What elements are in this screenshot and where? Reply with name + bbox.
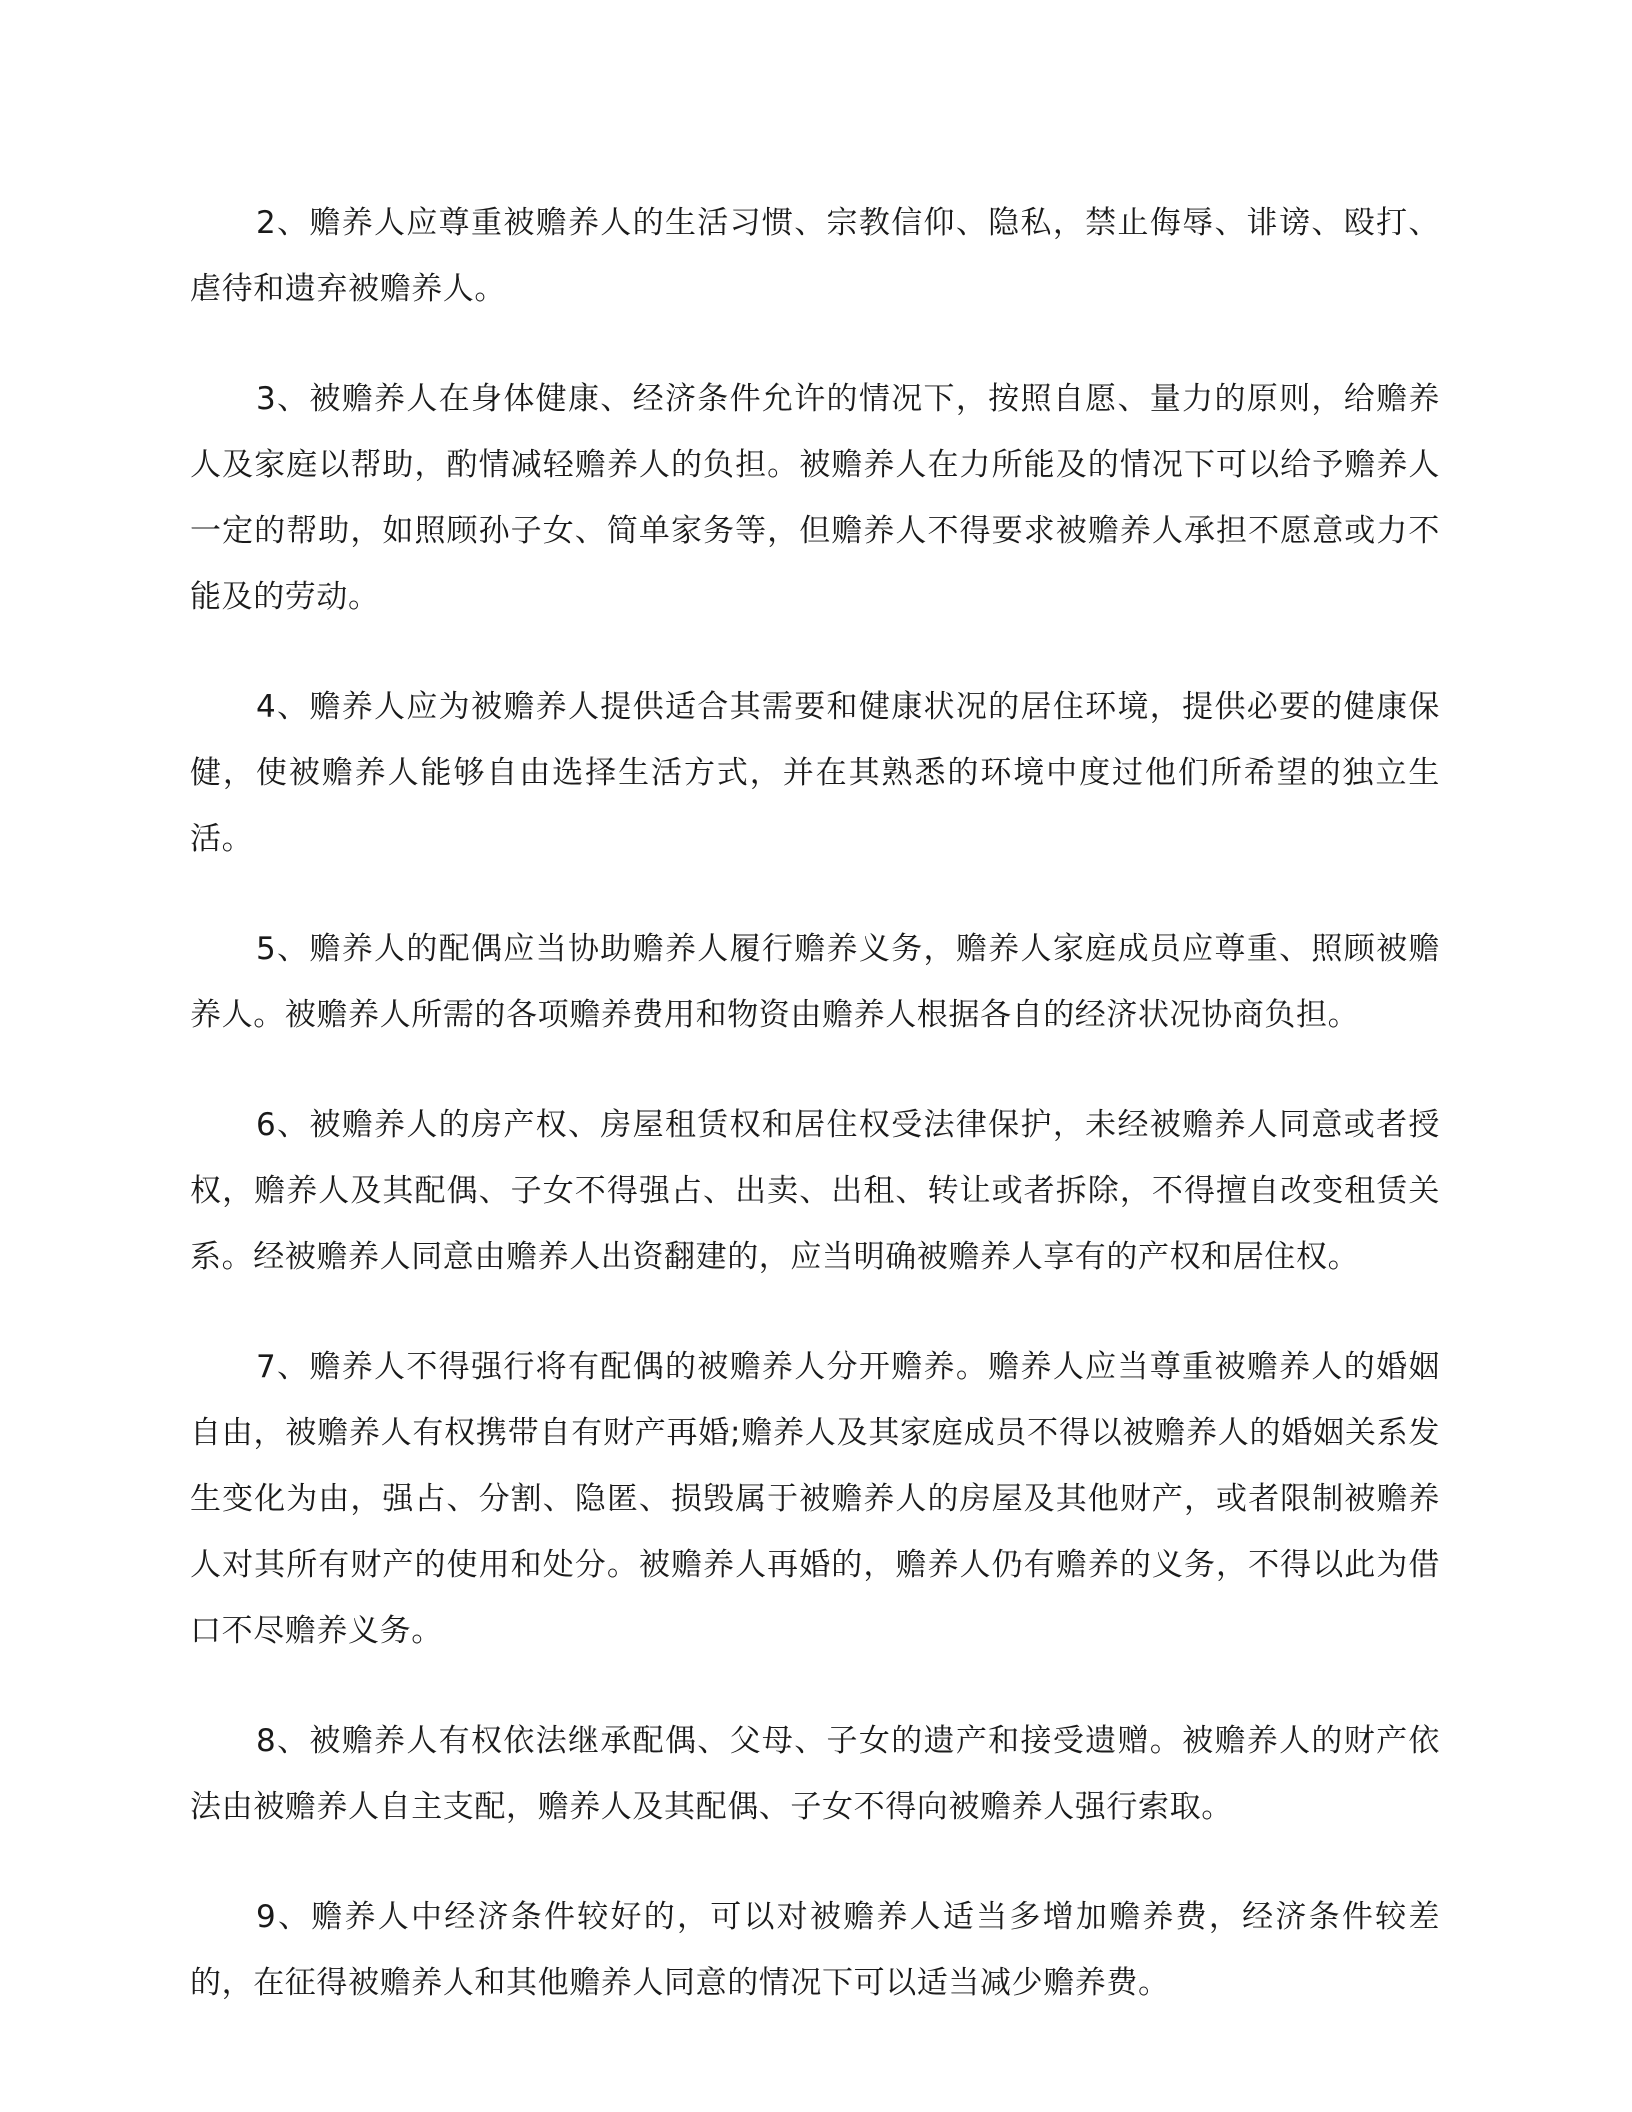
document-body bbox=[190, 190, 1440, 2060]
paragraph-2: 2、赡养人应尊重被赡养人的生活习惯、宗教信仰、隐私，禁止侮辱、诽谤、殴打、虐待和遗弃被赡养人。 bbox=[190, 205, 1440, 307]
paragraph-4: 4、赡养人应为被赡养人提供适合其需要和健康状况的居住环境，提供必要的健康保健，使被赡养人能够自由选择生活方式，并在其熟悉的环境中度过他们所希望的独立生活。 bbox=[190, 689, 1440, 857]
paragraph-9: 9、赡养人中经济条件较好的，可以对被赡养人适当多增加赡养费，经济条件较差的，在征得被赡养人和其他赡养人同意的情况下可以适当减少赡养费。 bbox=[190, 1899, 1440, 2001]
paragraph-5: 5、赡养人的配偶应当协助赡养人履行赡养义务，赡养人家庭成员应尊重、照顾被赡养人。被赡养人所需的各项赡养费用和物资由赡养人根据各自的经济状况协商负担。 bbox=[190, 931, 1440, 1033]
paragraph-3: 3、被赡养人在身体健康、经济条件允许的情况下，按照自愿、量力的原则，给赡养人及家庭以帮助，酌情减轻赡养人的负担。被赡养人在力所能及的情况下可以给予赡养人一定的帮助，如照顾孙子女、简单家务等，但赡养人不得要求被赡养人承担不愿意或力不能及的劳动。 bbox=[190, 381, 1440, 615]
paragraph-8: 8、被赡养人有权依法继承配偶、父母、子女的遗产和接受遗赠。被赡养人的财产依法由被赡养人自主支配，赡养人及其配偶、子女不得向被赡养人强行索取。 bbox=[190, 1723, 1440, 1825]
paragraph-7: 7、赡养人不得强行将有配偶的被赡养人分开赡养。赡养人应当尊重被赡养人的婚姻自由，被赡养人有权携带自有财产再婚;赡养人及其家庭成员不得以被赡养人的婚姻关系发生变化为由，强占、分割、隐匿、损毁属于被赡养人的房屋及其他财产，或者限制被赡养人对其所有财产的使用和处分。被赡养人再婚的，赡养人仍有赡养的义务，不得以此为借口不尽赡养义务。 bbox=[190, 1349, 1440, 1649]
paragraph-6: 6、被赡养人的房产权、房屋租赁权和居住权受法律保护，未经被赡养人同意或者授权，赡养人及其配偶、子女不得强占、出卖、出租、转让或者拆除，不得擅自改变租赁关系。经被赡养人同意由赡养人出资翻建的，应当明确被赡养人享有的产权和居住权。 bbox=[190, 1107, 1440, 1275]
